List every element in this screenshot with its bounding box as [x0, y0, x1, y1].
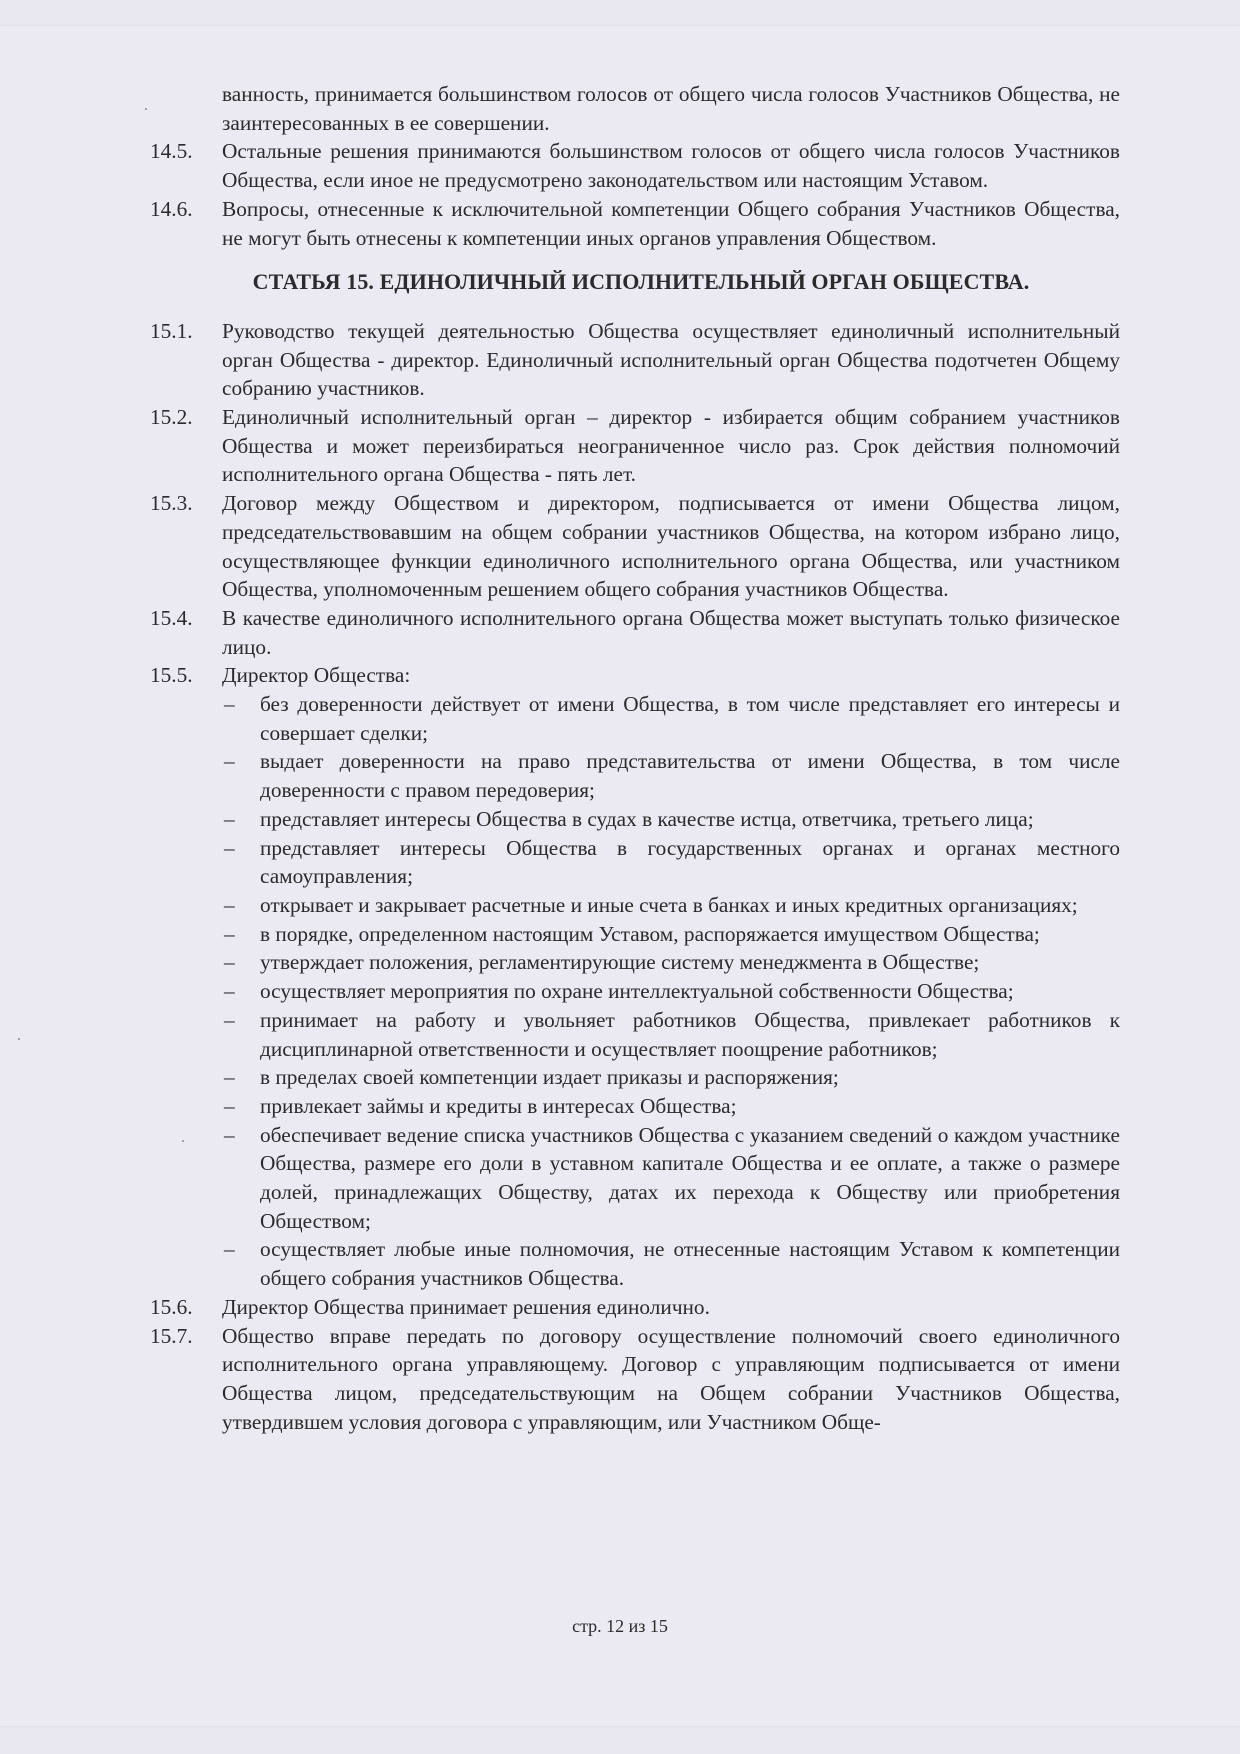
clause-text: Директор Общества: — [222, 663, 411, 688]
clause-14-6 — [150, 195, 1120, 252]
article-heading: СТАТЬЯ 15. ЕДИНОЛИЧНЫЙ ИСПОЛНИТЕЛЬНЫЙ ОРГАН ОБЩЕСТВА. — [252, 269, 1030, 295]
dash-bullet: – — [224, 1237, 235, 1262]
clause-number: 15.2. — [150, 405, 193, 430]
continuation-text: ванность, принимается большинством голосов от общего числа голосов Участников Общества, не заинтересованных в ее совершении. — [222, 82, 1120, 135]
list-item — [222, 690, 1120, 747]
list-item — [222, 747, 1120, 804]
clause-15-5 — [150, 661, 1120, 690]
list-item-text: осуществляет любые иные полномочия, не отнесенные настоящим Уставом к компетенции общего собрания участников Общества. — [260, 1237, 1120, 1291]
clause-text: Директор Общества принимает решения единолично. — [222, 1294, 710, 1319]
list-item-text: без доверенности действует от имени Общества, в том числе представляет его интересы и совершает сделки; — [260, 692, 1120, 745]
list-item — [222, 977, 1120, 1006]
dash-bullet: – — [224, 692, 235, 717]
dash-bullet: – — [224, 979, 235, 1004]
list-item-text: выдает доверенности на право представительства от имени Общества, в том числе доверенности с правом передоверия; — [260, 749, 1120, 803]
list-item — [222, 1063, 1120, 1092]
document-body — [150, 80, 1120, 1436]
dash-bullet: – — [224, 1122, 235, 1147]
clause-number: 15.7. — [150, 1323, 193, 1348]
clause-text: Вопросы, отнесенные к исключительной компетенции Общего собрания Участников Общества, не могут быть отнесены к компетенции иных органов управления Обществом. — [222, 196, 1120, 250]
list-item-text: представляет интересы Общества в судах в качестве истца, ответчика, третьего лица; — [260, 806, 1034, 831]
list-item — [222, 891, 1120, 920]
list-item-text: осуществляет мероприятия по охране интеллектуальной собственности Общества; — [260, 979, 1014, 1004]
clause-14-5 — [150, 137, 1120, 194]
list-item-text: в порядке, определенном настоящим Уставом, распоряжается имуществом Общества; — [260, 921, 1040, 946]
list-item — [222, 948, 1120, 977]
list-item-text: привлекает займы и кредиты в интересах Общества; — [260, 1093, 737, 1118]
list-item-text: открывает и закрывает расчетные и иные счета в банках и иных кредитных организациях; — [260, 892, 1078, 917]
list-item — [222, 1121, 1120, 1236]
clause-number: 14.5. — [150, 139, 193, 164]
dash-bullet: – — [224, 835, 235, 860]
dash-bullet: – — [224, 1007, 235, 1032]
clause-15-6 — [150, 1293, 1120, 1322]
dash-bullet: – — [224, 1093, 235, 1118]
list-item — [222, 1006, 1120, 1063]
clause-text: Руководство текущей деятельностью Общества осуществляет единоличный исполнительный орган Общества - директор. Единоличный исполнительный орган Общества подотчетен Общему собранию участников. — [222, 318, 1120, 401]
clause-text: Договор между Обществом и директором, подписывается от имени Общества лицом, председательствовавшим на общем собрании участников Общества, на котором избрано лицо, осуществляющее функции единоличного исполнительного органа Общества, или участником Общества, уполномоченным решением общего собрания участников Общества. — [222, 491, 1120, 602]
clause-text: В качестве единоличного исполнительного органа Общества может выступать только физическое лицо. — [222, 605, 1120, 659]
page-number: стр. 12 из 15 — [572, 1616, 668, 1636]
scan-speck — [18, 1038, 20, 1040]
list-item — [222, 805, 1120, 834]
list-item — [222, 834, 1120, 891]
dash-bullet: – — [224, 892, 235, 917]
dash-bullet: – — [224, 950, 235, 975]
clause-number: 15.6. — [150, 1294, 193, 1319]
dash-bullet: – — [224, 1065, 235, 1090]
clause-number: 15.4. — [150, 605, 193, 630]
director-duties-list — [150, 690, 1120, 1293]
clause-text: Общество вправе передать по договору осуществление полномочий своего единоличного исполнительного органа управляющему. Договор с управляющим подписывается от имени Общества лицом, председательствующим на Общем собрании Участников Общества, утвердившем условия договора с управляющим, или Участником Обще- — [222, 1323, 1120, 1434]
clause-number: 15.3. — [150, 491, 193, 516]
list-item-text: обеспечивает ведение списка участников Общества с указанием сведений о каждом участнике Общества, размере его доли в уставном капитале Общества и ее оплате, а также о размере долей, принадлежащих Обществу, датах их перехода к Обществу или приобретения Обществом; — [260, 1122, 1120, 1233]
scan-speck — [145, 108, 147, 110]
clause-number: 15.5. — [150, 663, 193, 688]
list-item — [222, 1235, 1120, 1292]
list-item — [222, 920, 1120, 949]
clause-15-4 — [150, 604, 1120, 661]
list-item-text: представляет интересы Общества в государственных органах и органах местного самоуправления; — [260, 835, 1120, 889]
clause-15-2 — [150, 403, 1120, 489]
clause-15-3 — [150, 489, 1120, 604]
list-item-text: утверждает положения, регламентирующие систему менеджмента в Обществе; — [260, 950, 980, 975]
dash-bullet: – — [224, 749, 235, 774]
list-item — [222, 1092, 1120, 1121]
clause-text: Единоличный исполнительный орган – директор - избирается общим собранием участников Общества и может переизбираться неограниченное число раз. Срок действия полномочий исполнительного органа Общества - пять лет. — [222, 405, 1120, 487]
dash-bullet: – — [224, 921, 235, 946]
clause-number: 14.6. — [150, 196, 193, 221]
clause-text: Остальные решения принимаются большинством голосов от общего числа голосов Участников Общества, если иное не предусмотрено законодательством или настоящим Уставом. — [222, 139, 1120, 193]
clause-15-1 — [150, 317, 1120, 403]
list-item-text: в пределах своей компетенции издает приказы и распоряжения; — [260, 1065, 839, 1090]
clause-15-7 — [150, 1322, 1120, 1437]
list-item-text: принимает на работу и увольняет работников Общества, привлекает работников к дисциплинарной ответственности и осуществляет поощрение работников; — [260, 1007, 1120, 1061]
dash-bullet: – — [224, 806, 235, 831]
clause-number: 15.1. — [150, 318, 193, 343]
